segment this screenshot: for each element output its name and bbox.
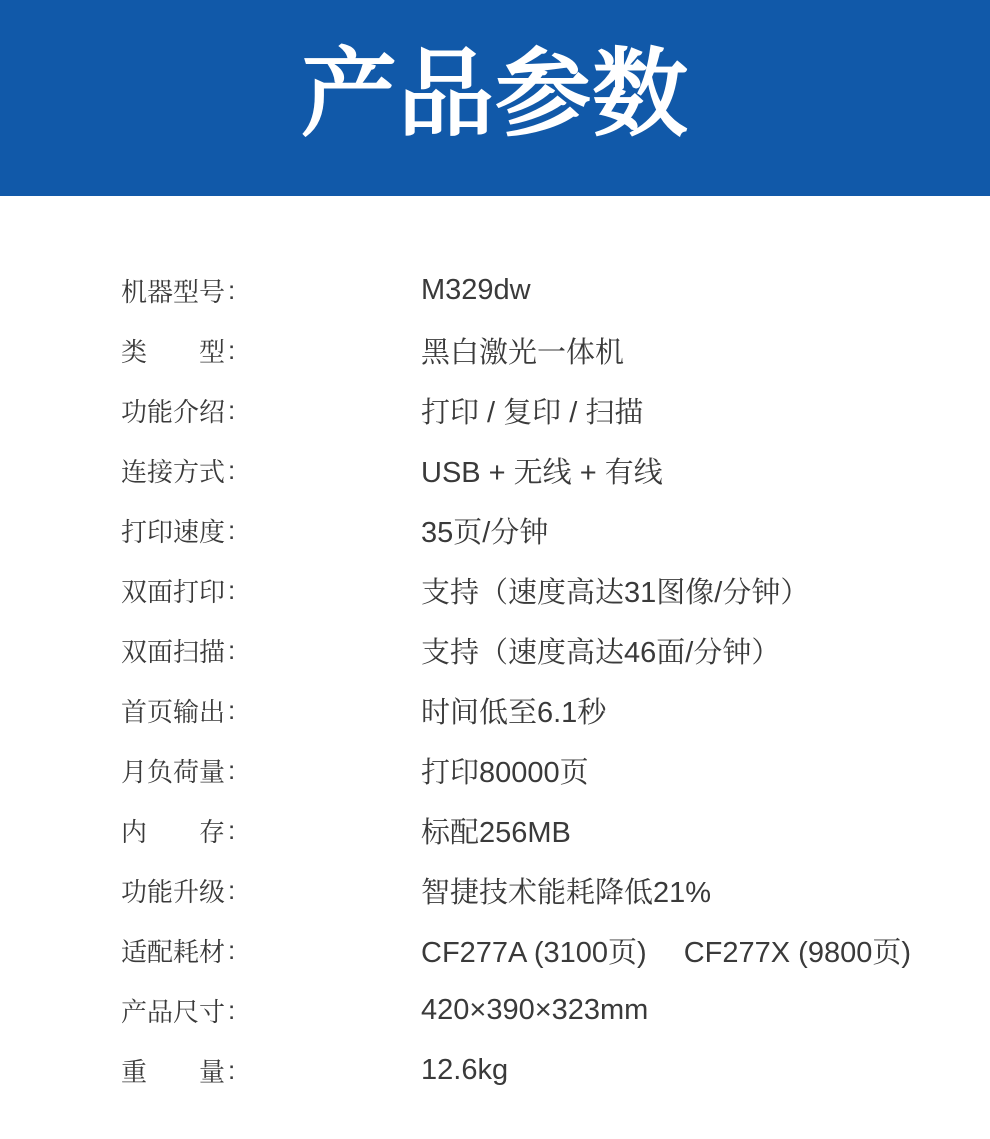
spec-row xyxy=(121,560,981,620)
spec-label-text: 打印速度 xyxy=(121,516,226,547)
spec-row xyxy=(121,980,981,1040)
spec-row xyxy=(121,320,981,380)
spec-list xyxy=(121,260,981,1100)
spec-value: 打印80000页 xyxy=(421,756,589,789)
spec-label-text: 内 存 xyxy=(121,816,226,847)
spec-value: 420×390×323mm xyxy=(421,993,649,1026)
spec-label-colon: : xyxy=(228,694,236,725)
spec-label-colon: : xyxy=(228,934,236,965)
spec-label-text: 产品尺寸 xyxy=(121,996,226,1027)
spec-label-colon: : xyxy=(228,634,236,665)
spec-label-colon: : xyxy=(228,754,236,785)
spec-label-text: 功能介绍 xyxy=(121,396,226,427)
spec-value: 支持（速度高达31图像/分钟） xyxy=(421,576,810,609)
spec-label xyxy=(121,932,421,969)
spec-label xyxy=(121,392,421,429)
spec-label xyxy=(121,332,421,369)
spec-label-colon: : xyxy=(228,1054,236,1085)
spec-label xyxy=(121,272,421,309)
page-title: 产品参数 xyxy=(301,41,689,148)
spec-label xyxy=(121,632,421,669)
spec-label-colon: : xyxy=(228,394,236,425)
spec-row xyxy=(121,740,981,800)
spec-label-colon: : xyxy=(228,574,236,605)
spec-value: USB + 无线 + 有线 xyxy=(421,456,663,489)
spec-row xyxy=(121,860,981,920)
spec-label xyxy=(121,992,421,1029)
spec-value: 智捷技术能耗降低21% xyxy=(421,876,712,909)
spec-label xyxy=(121,752,421,789)
spec-row xyxy=(121,440,981,500)
spec-value: 打印 / 复印 / 扫描 xyxy=(421,396,644,429)
spec-label-text: 机器型号 xyxy=(121,276,226,307)
spec-label xyxy=(121,572,421,609)
spec-label-colon: : xyxy=(228,994,236,1025)
spec-value: 时间低至6.1秒 xyxy=(421,696,607,729)
spec-row xyxy=(121,680,981,740)
spec-label xyxy=(121,812,421,849)
spec-value: 标配256MB xyxy=(421,816,571,849)
spec-label-text: 月负荷量 xyxy=(121,756,226,787)
spec-row xyxy=(121,920,981,980)
spec-value: 支持（速度高达46面/分钟） xyxy=(421,636,781,669)
spec-label-text: 双面打印 xyxy=(121,576,226,607)
spec-value: M329dw xyxy=(421,273,531,306)
spec-label xyxy=(121,872,421,909)
spec-label-text: 适配耗材 xyxy=(121,936,226,967)
spec-value: 12.6kg xyxy=(421,1053,509,1086)
spec-label-colon: : xyxy=(228,274,236,305)
spec-row xyxy=(121,620,981,680)
spec-value: 黑白激光一体机 xyxy=(421,336,625,369)
spec-label xyxy=(121,692,421,729)
spec-label-colon: : xyxy=(228,814,236,845)
spec-label-colon: : xyxy=(228,334,236,365)
spec-label-colon: : xyxy=(228,454,236,485)
spec-label-text: 连接方式 xyxy=(121,456,226,487)
spec-row xyxy=(121,500,981,560)
spec-label xyxy=(121,452,421,489)
spec-label-text: 类 型 xyxy=(121,336,226,367)
spec-row xyxy=(121,1040,981,1100)
spec-value: CF277A (3100页) CF277X (9800页) xyxy=(421,936,911,969)
spec-value: 35页/分钟 xyxy=(421,516,549,549)
spec-label-text: 首页输出 xyxy=(121,696,226,727)
spec-label-text: 功能升级 xyxy=(121,876,226,907)
spec-label-text: 双面扫描 xyxy=(121,636,226,667)
spec-label xyxy=(121,512,421,549)
banner xyxy=(0,0,990,196)
spec-label xyxy=(121,1052,421,1089)
spec-label-colon: : xyxy=(228,514,236,545)
spec-label-colon: : xyxy=(228,874,236,905)
spec-row xyxy=(121,800,981,860)
spec-row xyxy=(121,260,981,320)
spec-label-text: 重 量 xyxy=(121,1056,226,1087)
spec-row xyxy=(121,380,981,440)
